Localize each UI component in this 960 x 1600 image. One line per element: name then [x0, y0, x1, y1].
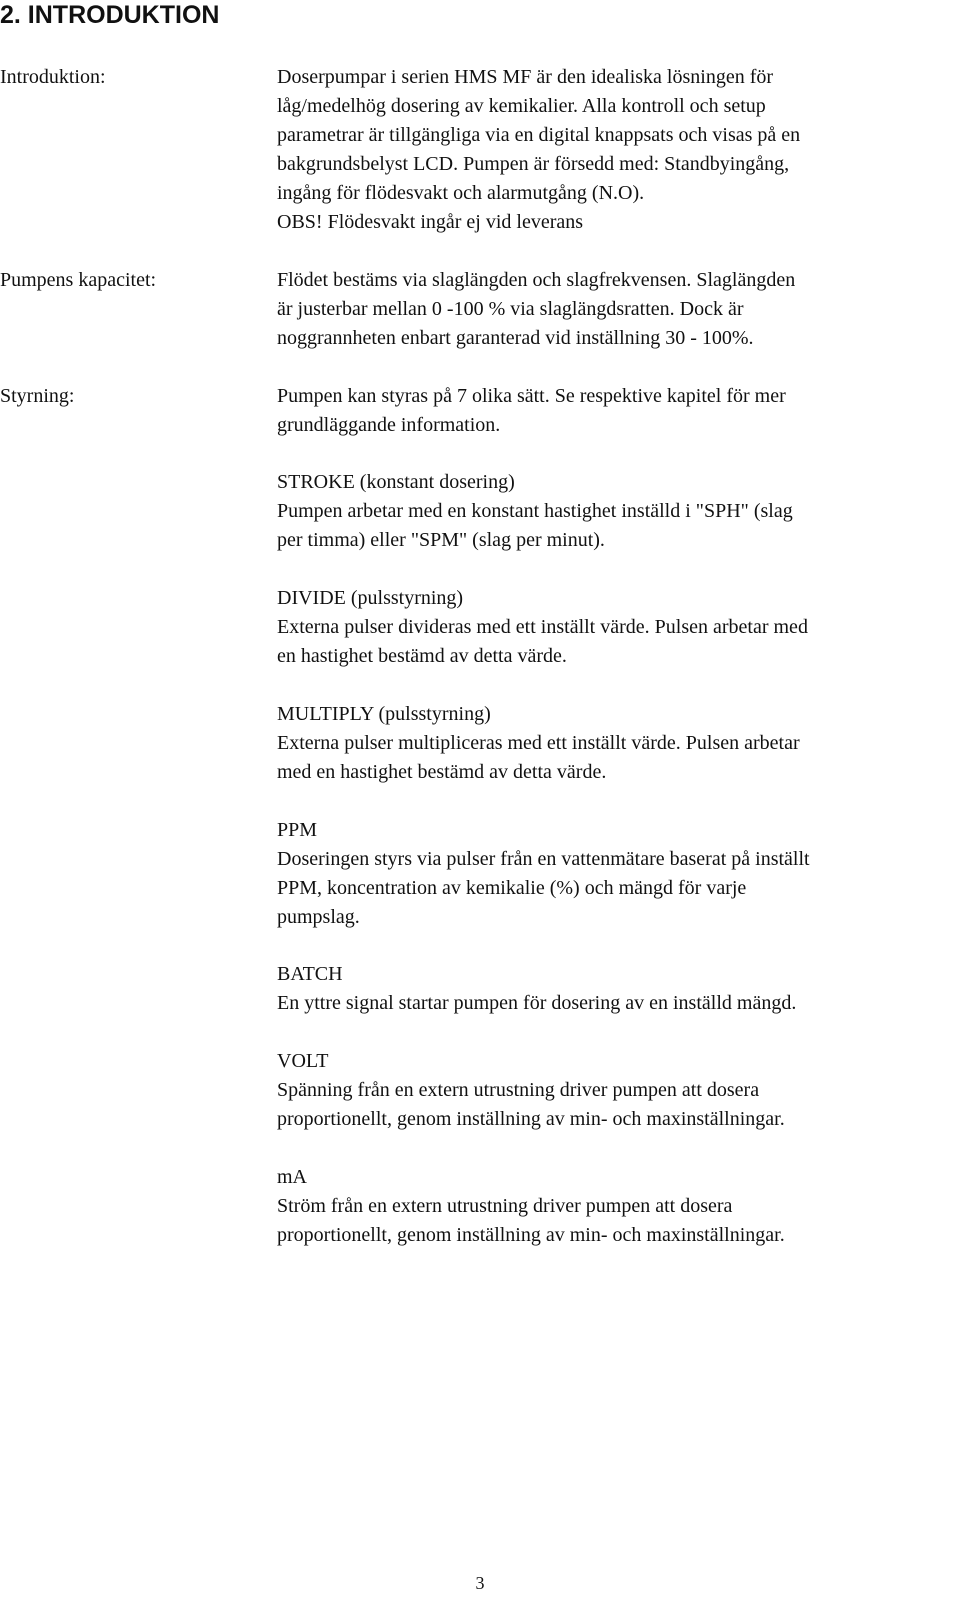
text-line: Doserpumpar i serien HMS MF är den idealiska lösningen för	[277, 66, 774, 88]
mode-title: MULTIPLY (pulsstyrning)	[277, 703, 491, 725]
label-control: Styrning:	[0, 385, 75, 407]
text-line: grundläggande information.	[277, 414, 501, 436]
text-line: parametrar är tillgängliga via en digital knappsats och visas på en	[277, 124, 801, 146]
text-line: En yttre signal startar pumpen för dosering av en inställd mängd.	[277, 992, 797, 1014]
text-line: är justerbar mellan 0 -100 % via slaglängdsratten. Dock är	[277, 298, 744, 320]
mode-multiply	[277, 700, 957, 787]
mode-stroke	[277, 468, 957, 555]
text-line: med en hastighet bestämd av detta värde.	[277, 761, 607, 783]
text-line: PPM, koncentration av kemikalie (%) och mängd för varje	[277, 877, 747, 899]
control-paragraph	[277, 382, 957, 440]
mode-divide	[277, 584, 957, 671]
page-number: 3	[475, 1573, 485, 1593]
mode-title: VOLT	[277, 1050, 329, 1072]
text-line: Doseringen styrs via pulser från en vattenmätare baserat på inställt	[277, 848, 810, 870]
text-line: bakgrundsbelyst LCD. Pumpen är försedd med: Standbyingång,	[277, 153, 790, 175]
label-introduction: Introduktion:	[0, 66, 106, 88]
text-line: ingång för flödesvakt och alarmutgång (N.O).	[277, 182, 645, 204]
text-line: pumpslag.	[277, 906, 360, 928]
mode-title: STROKE (konstant dosering)	[277, 471, 515, 493]
text-line: Pumpen kan styras på 7 olika sätt. Se respektive kapitel för mer	[277, 385, 786, 407]
text-line: låg/medelhög dosering av kemikalier. Alla kontroll och setup	[277, 95, 766, 117]
text-line: en hastighet bestämd av detta värde.	[277, 645, 567, 667]
mode-volt	[277, 1047, 957, 1134]
text-line: OBS! Flödesvakt ingår ej vid leverans	[277, 211, 584, 233]
mode-title: mA	[277, 1166, 307, 1188]
capacity-paragraph	[277, 266, 957, 353]
introduction-paragraph	[277, 63, 957, 237]
text-line: Flödet bestäms via slaglängden och slagfrekvensen. Slaglängden	[277, 269, 796, 291]
text-line: Externa pulser divideras med ett inställt värde. Pulsen arbetar med	[277, 616, 808, 638]
mode-ma	[277, 1163, 957, 1250]
text-line: noggrannheten enbart garanterad vid inställning 30 - 100%.	[277, 327, 754, 349]
mode-title: PPM	[277, 819, 318, 841]
mode-batch	[277, 960, 957, 1018]
text-line: proportionellt, genom inställning av min- och maxinställningar.	[277, 1224, 785, 1246]
text-line: Spänning från en extern utrustning driver pumpen att dosera	[277, 1079, 760, 1101]
mode-title: BATCH	[277, 963, 343, 985]
text-line: proportionellt, genom inställning av min- och maxinställningar.	[277, 1108, 785, 1130]
label-capacity: Pumpens kapacitet:	[0, 269, 157, 291]
section-heading: 2. INTRODUKTION	[0, 1, 220, 29]
text-line: Pumpen arbetar med en konstant hastighet inställd i "SPH" (slag	[277, 500, 793, 522]
mode-title: DIVIDE (pulsstyrning)	[277, 587, 464, 609]
text-line: per timma) eller "SPM" (slag per minut).	[277, 529, 605, 551]
mode-ppm	[277, 816, 957, 932]
text-line: Ström från en extern utrustning driver pumpen att dosera	[277, 1195, 733, 1217]
text-line: Externa pulser multipliceras med ett inställt värde. Pulsen arbetar	[277, 732, 800, 754]
